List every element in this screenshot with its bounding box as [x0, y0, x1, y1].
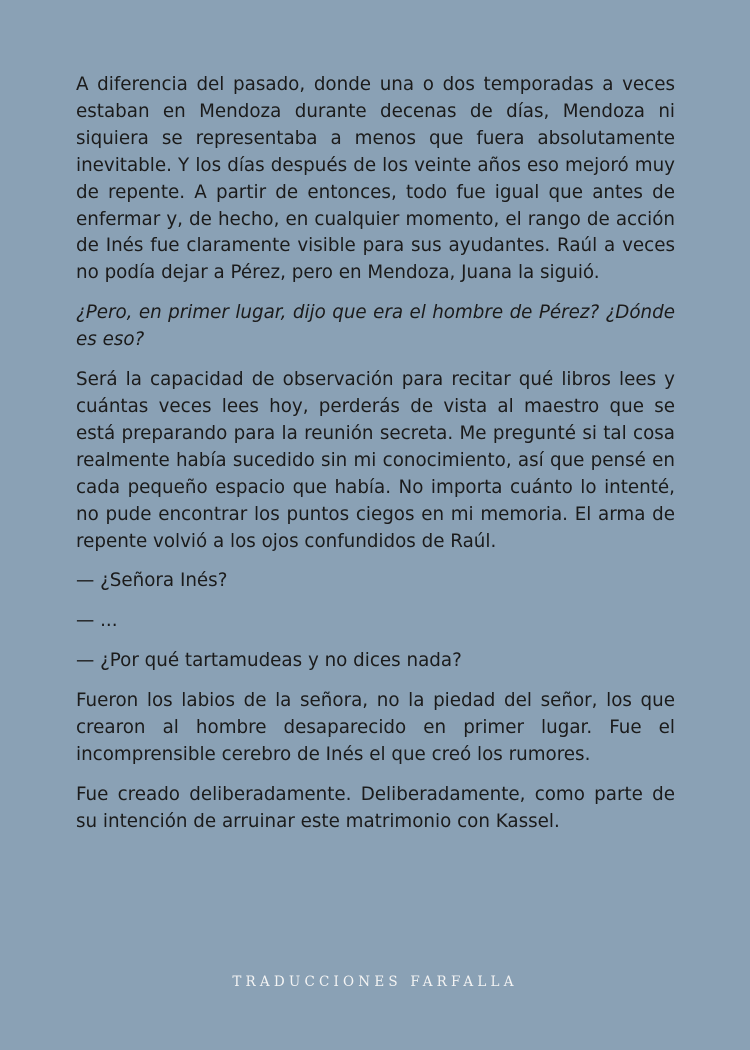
dialogue-line-3: — ¿Por qué tartamudeas y no dices nada? — [76, 650, 462, 672]
dialogue-line-2: — ... — [76, 610, 118, 632]
paragraph-4: Fue creado deliberadamente. Deliberadamente, como parte de su intención de arruinar este matrimonio con Kassel. — [76, 783, 675, 832]
paragraph-2: Será la capacidad de observación para recitar qué libros lees y cuántas veces lees hoy, perderás de vista al maestro que se está preparando para la reunión secreta. Me pregunté si tal cosa realmente había sucedido sin mi conocimiento, así que pensé en cada pequeño espacio que había. No importa cuánto lo intenté, no pude encontrar los puntos ciegos en mi memoria. El arma de repente volvió a los ojos confundidos de Raúl. — [76, 369, 675, 552]
page-text — [76, 72, 675, 849]
dialogue-line-1: — ¿Señora Inés? — [76, 570, 228, 592]
paragraph-3: Fueron los labios de la señora, no la piedad del señor, los que crearon al hombre desaparecido en primer lugar. Fue el incomprensible cerebro de Inés el que creó los rumores. — [76, 690, 675, 765]
paragraph-1: A diferencia del pasado, donde una o dos temporadas a veces estaban en Mendoza durante decenas de días, Mendoza ni siquiera se representaba a menos que fuera absolutamente inevitable. Y los días después de los veinte años eso mejoró muy de repente. A partir de entonces, todo fue igual que antes de enfermar y, de hecho, en cualquier momento, el rango de acción de Inés fue claramente visible para sus ayudantes. Raúl a veces no podía dejar a Pérez, pero en Mendoza, Juana la siguió. — [76, 74, 675, 284]
footer-credit: TRADUCCIONES FARFALLA — [232, 974, 518, 990]
paragraph-italic-question: ¿Pero, en primer lugar, dijo que era el hombre de Pérez? ¿Dónde es eso? — [76, 302, 675, 351]
